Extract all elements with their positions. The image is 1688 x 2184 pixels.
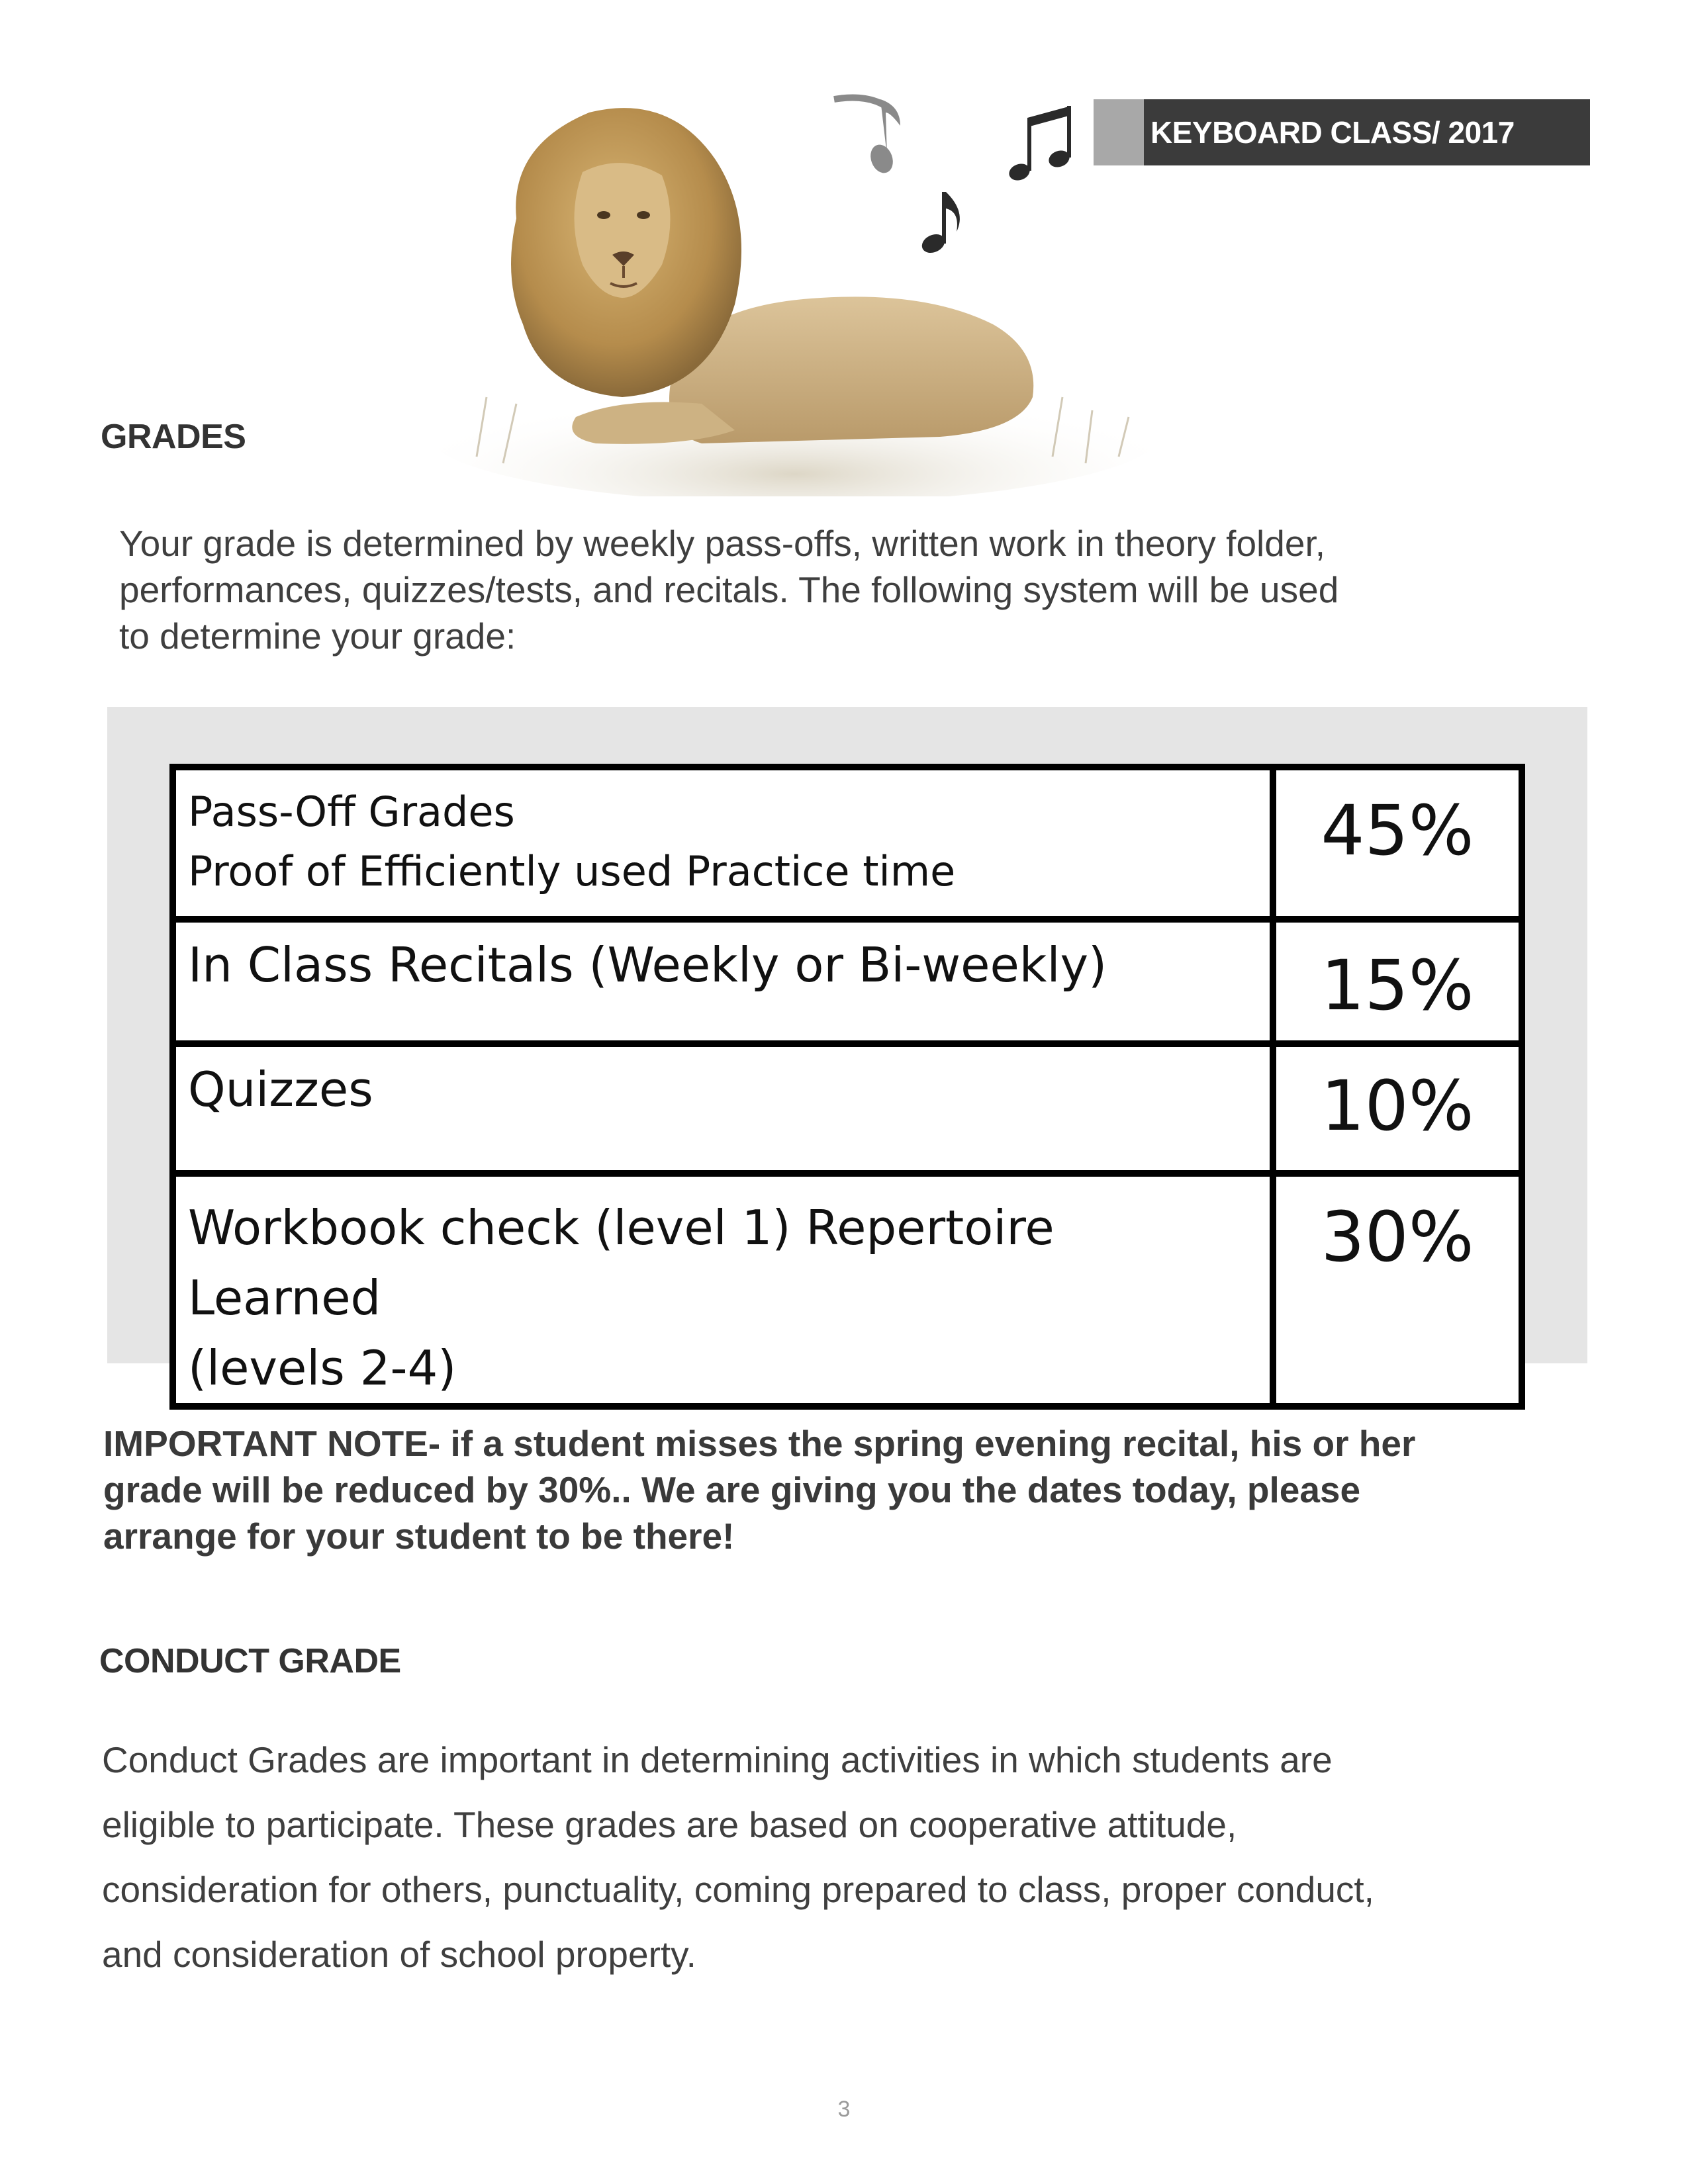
table-row [173, 1173, 1522, 1406]
weight-cell: 45% [1273, 767, 1522, 919]
weight-cell: 15% [1273, 919, 1522, 1044]
conduct-paragraph [102, 1727, 1492, 1987]
beamed-notes-icon [1007, 106, 1072, 183]
class-title-badge [1094, 99, 1590, 165]
table-row [173, 1044, 1522, 1173]
lion-illustration [424, 86, 1165, 496]
conduct-line: consideration for others, punctuality, coming prepared to class, proper conduct, [102, 1869, 1374, 1910]
grades-heading: GRADES [101, 418, 246, 456]
note-line: IMPORTANT NOTE- if a student misses the spring evening recital, his or her [103, 1423, 1416, 1464]
intro-line: performances, quizzes/tests, and recitals. The following system will be used [119, 569, 1339, 610]
weight-cell: 10% [1273, 1044, 1522, 1173]
category-cell [173, 919, 1273, 1044]
conduct-line: eligible to participate. These grades are based on cooperative attitude, [102, 1804, 1237, 1845]
category-label: In Class Recitals (Weekly or Bi-weekly) [188, 937, 1107, 993]
table-row [173, 919, 1522, 1044]
page-number: 3 [837, 2097, 851, 2122]
conduct-line: Conduct Grades are important in determining activities in which students are [102, 1739, 1333, 1780]
grade-breakdown-panel [107, 707, 1587, 1396]
category-label: Workbook check (level 1) Repertoire Learned [188, 1200, 1055, 1326]
weight-cell: 30% [1273, 1173, 1522, 1406]
category-detail: Proof of Efficiently used Practice time [188, 847, 956, 895]
category-cell [173, 1173, 1273, 1406]
note-line: grade will be reduced by 30%.. We are giving you the dates today, please [103, 1469, 1361, 1510]
music-note-icon [834, 98, 900, 177]
eighth-note-icon [919, 192, 960, 256]
intro-line: to determine your grade: [119, 615, 516, 657]
grades-intro-paragraph [119, 520, 1430, 659]
category-cell [173, 767, 1273, 919]
conduct-heading: CONDUCT GRADE [99, 1642, 401, 1680]
badge-label: KEYBOARD CLASS/ 2017 [1144, 99, 1590, 165]
category-cell [173, 1044, 1273, 1173]
category-detail: (levels 2-4) [188, 1340, 457, 1396]
important-note [103, 1420, 1460, 1559]
category-label: Quizzes [188, 1062, 373, 1117]
conduct-line: and consideration of school property. [102, 1934, 696, 1975]
note-line: arrange for your student to be there! [103, 1516, 735, 1557]
intro-line: Your grade is determined by weekly pass-offs, written work in theory folder, [119, 523, 1326, 564]
table-row [173, 767, 1522, 919]
category-label: Pass-Off Grades [188, 788, 515, 836]
grade-breakdown-table [169, 764, 1525, 1410]
